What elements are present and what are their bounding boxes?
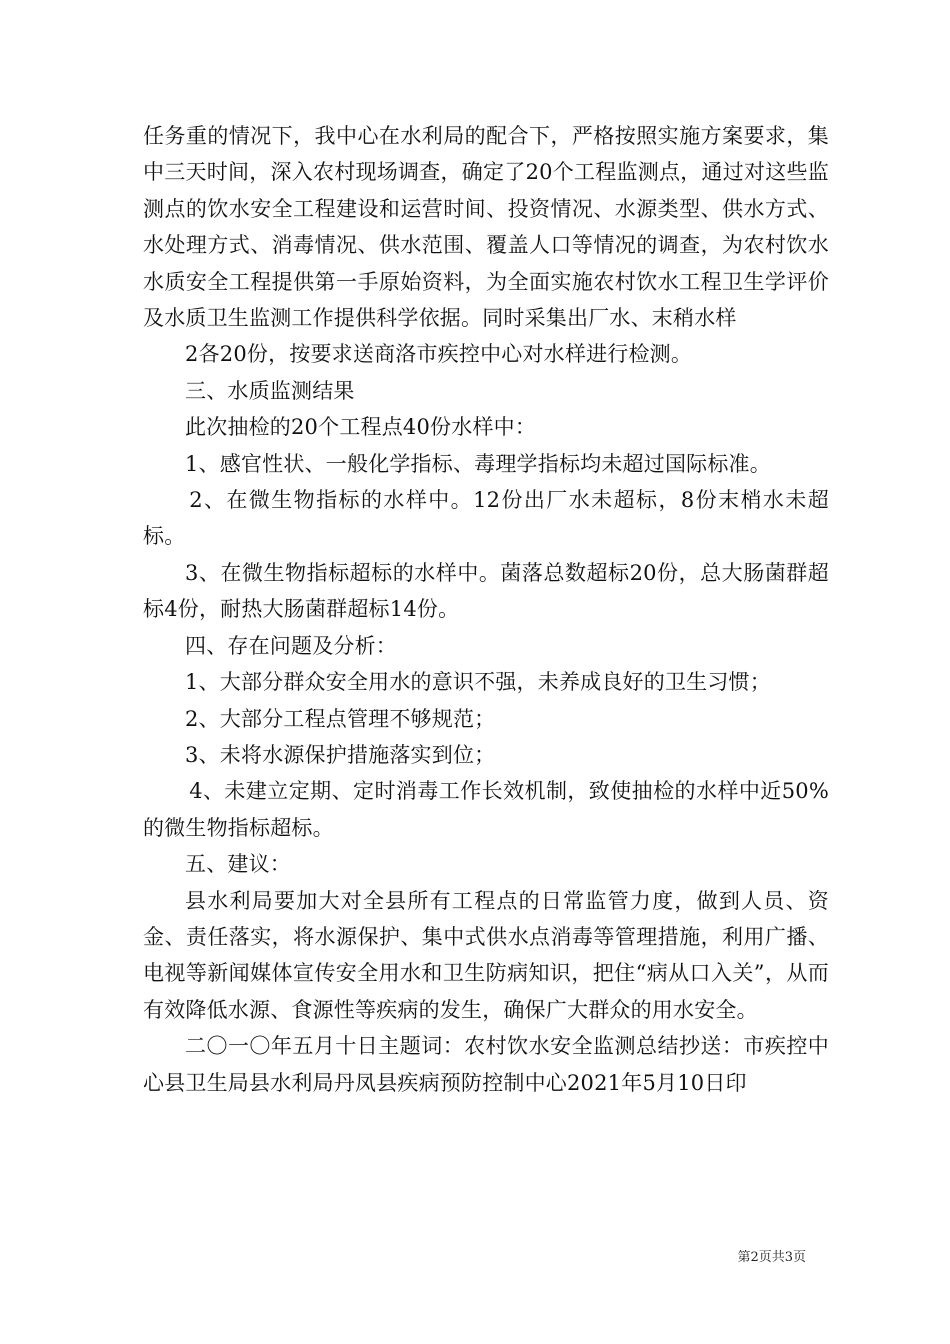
problem-item-1: 1、大部分群众安全用水的意识不强，未养成良好的卫生习惯； <box>185 670 771 695</box>
heading-section-5: 五、建议： <box>185 852 291 877</box>
problem-item-3: 3、未将水源保护措施落实到位； <box>185 742 496 767</box>
paragraph-sample-count: 2各20份，按要求送商洛市疾控中心对水样进行检测。 <box>185 342 693 367</box>
paragraph-recommendation: 县水利局要加大对全县所有工程点的日常监管力度，做到人员、资金、责任落实，将水源保护、集中式供水点消毒等管理措施，利用广播、电视等新闻媒体宣传安全用水和卫生防病知识，把住“病从口入关”，从而有效降低水源、食源性等疾病的发生，确保广大群众的用水安全。 <box>143 888 829 1022</box>
document-body <box>143 118 829 1101</box>
result-item-1: 1、感官性状、一般化学指标、毒理学指标均未超过国际标准。 <box>185 451 771 476</box>
paragraph-sample-intro: 此次抽检的20个工程点40份水样中： <box>185 415 537 440</box>
result-item-2: 2、在微生物指标的水样中。12份出厂水未超标，8份末梢水未超标。 <box>143 488 829 549</box>
heading-section-4: 四、存在问题及分析： <box>185 633 397 658</box>
problem-item-2: 2、大部分工程点管理不够规范； <box>185 706 496 731</box>
page-number: 第2页共3页 <box>737 1250 806 1265</box>
paragraph-survey-continuation: 任务重的情况下，我中心在水利局的配合下，严格按照实施方案要求，集中三天时间，深入农村现场调查，确定了20个工程监测点，通过对这些监测点的饮水安全工程建设和运营时间、投资情况、水源类型、供水方式、水处理方式、消毒情况、供水范围、覆盖人口等情况的调查，为农村饮水水质安全工程提供第一手原始资料，为全面实施农村饮水工程卫生学评价及水质卫生监测工作提供科学依据。同时采集出厂水、末稍水样 <box>143 124 829 331</box>
paragraph-closing-info: 二〇一〇年五月十日主题词：农村饮水安全监测总结抄送：市疾控中心县卫生局县水利局丹凤县疾病预防控制中心2021年5月10日印 <box>143 1034 829 1095</box>
problem-item-4: 4、未建立定期、定时消毒工作长效机制，致使抽检的水样中近50%的微生物指标超标。 <box>143 779 829 840</box>
result-item-3: 3、在微生物指标超标的水样中。菌落总数超标20份，总大肠菌群超标4份，耐热大肠菌群超标14份。 <box>143 560 829 622</box>
heading-section-3: 三、水质监测结果 <box>185 378 355 403</box>
